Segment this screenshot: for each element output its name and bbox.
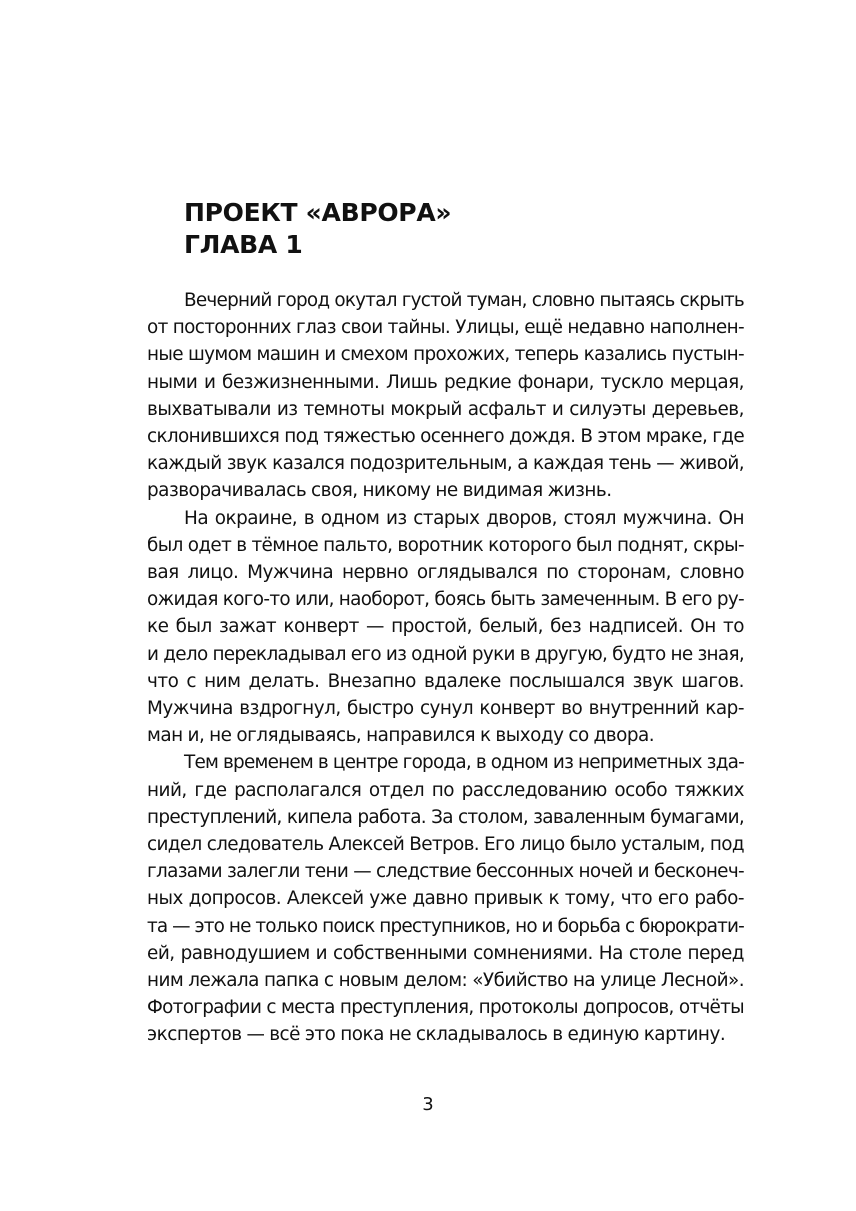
paragraph [147, 749, 744, 1048]
text-line: вая лицо. Мужчина нервно оглядывался по сторонам, словно [147, 562, 744, 584]
text-line: Тем временем в центре города, в одном из неприметных зда- [184, 752, 744, 774]
text-line: ные шумом машин и смехом прохожих, теперь казались пустын- [147, 344, 744, 366]
text-line: ним лежала папка с новым делом: «Убийство на улице Лесной». [147, 970, 744, 992]
text-line: ей, равнодушием и собственными сомнениями. На столе перед [147, 942, 744, 964]
text-line: Мужчина вздрогнул, быстро сунул конверт во внутренний кар- [147, 698, 744, 720]
text-line: разворачивалась своя, никому не видимая жизнь. [147, 480, 612, 502]
text-line: глазами залегли тени — следствие бессонных ночей и бесконеч- [147, 861, 744, 883]
page-number: 3 [422, 1094, 434, 1115]
text-line: ний, где располагался отдел по расследованию особо тяжких [147, 779, 744, 801]
text-line: Фотографии с места преступления, протоколы допросов, отчёты [147, 997, 744, 1019]
chapter-title: ГЛАВА 1 [184, 230, 303, 259]
text-line: и дело перекладывал его из одной руки в другую, будто не зная, [147, 643, 744, 665]
paragraph [147, 287, 744, 505]
text-line: ными и безжизненными. Лишь редкие фонари, тускло мерцая, [147, 371, 744, 393]
text-line: был одет в тёмное пальто, воротник которого был поднят, скры- [147, 534, 744, 556]
text-line: что с ним делать. Внезапно вдалеке послышался звук шагов. [147, 670, 744, 692]
text-line: ман и, не оглядываясь, направился к выходу со двора. [147, 725, 655, 747]
text-line: каждый звук казался подозрительным, а каждая тень — живой, [147, 453, 744, 475]
book-title: ПРОЕКТ «АВРОРА» [184, 198, 452, 227]
chapter-body [147, 287, 744, 1049]
paragraph [147, 505, 744, 750]
text-line: та — это не только поиск преступников, но и борьба с бюрократи- [147, 915, 744, 937]
text-line: ных допросов. Алексей уже давно привык к тому, что его рабо- [147, 888, 744, 910]
text-line: На окраине, в одном из старых дворов, стоял мужчина. Он [184, 507, 744, 529]
text-line: преступлений, кипела работа. За столом, заваленным бумагами, [147, 806, 744, 828]
text-line: ке был зажат конверт — простой, белый, без надписей. Он то [147, 616, 744, 638]
text-line: склонившихся под тяжестью осеннего дождя. В этом мраке, где [147, 426, 744, 448]
text-line: выхватывали из темноты мокрый асфальт и силуэты деревьев, [147, 398, 744, 420]
text-line: Вечерний город окутал густой туман, словно пытаясь скрыть [184, 290, 744, 311]
chapter-heading [184, 197, 744, 261]
text-line: ожидая кого-то или, наоборот, боясь быть замеченным. В его ру- [147, 589, 744, 611]
text-line: от посторонних глаз свои тайны. Улицы, ещё недавно наполнен- [147, 317, 744, 339]
text-line: сидел следователь Алексей Ветров. Его лицо было усталым, под [147, 834, 744, 856]
text-line: экспертов — всё это пока не складывалось в единую картину. [147, 1024, 726, 1046]
